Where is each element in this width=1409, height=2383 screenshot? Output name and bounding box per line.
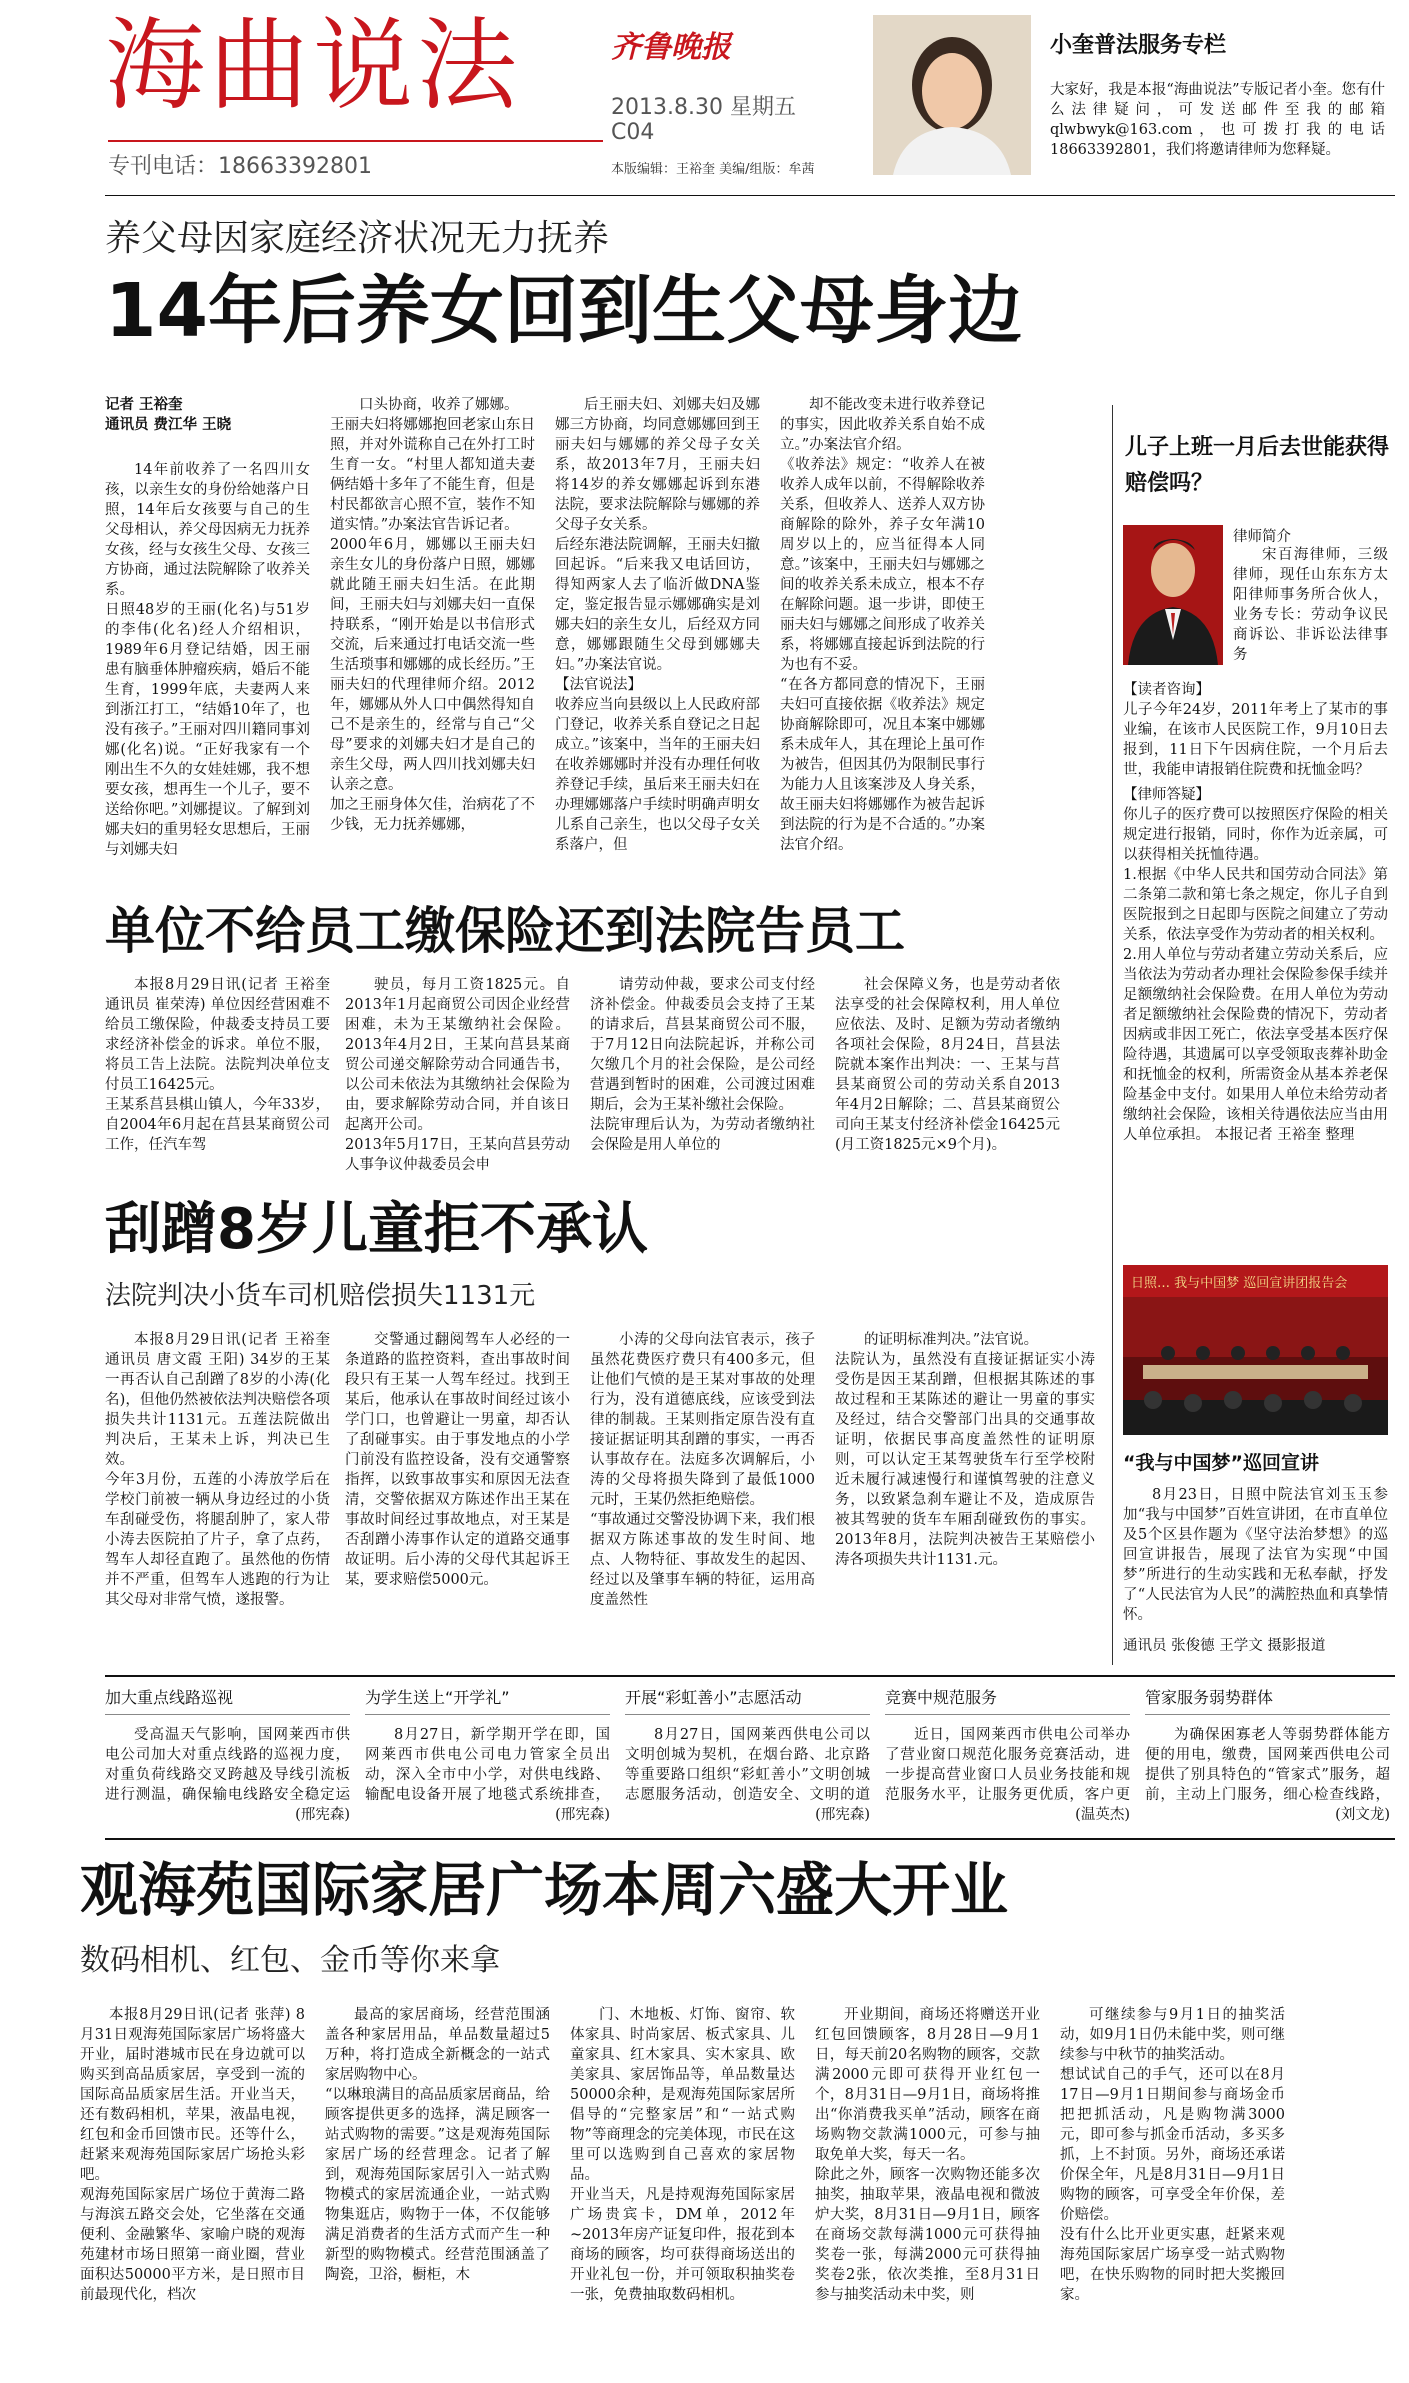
- page-title: 海曲说法: [105, 7, 521, 124]
- story3-col3: 小涛的父母向法官表示，孩子虽然花费医疗费只有400多元，但让他们气愤的是王某对事故的处理行为，没有道德底线，应该受到法律的制裁。王某则指定原告没有直接证据证明其刮蹭的事实，一再否认事故存在。法庭多次调解后，小涛的父母将损失降到了最低1000元时，王某仍然拒绝赔偿。 “事故通过交警没协调下来，我们根据双方陈述事故的发生时间、地点、人物特征、事故发生的起因、经过以及肇事车辆的特征，运用高度盖然性: [590, 1332, 815, 1608]
- brief-title: 开展“彩虹善小”志愿活动: [625, 1685, 870, 1715]
- photo-title: “我与中国梦”巡回宣讲: [1123, 1452, 1319, 1474]
- story4-col4: 开业期间，商场还将赠送开业红包回馈顾客，8月28日—9月1日，每天前20名购物的顾客，交款满2000元即可获得开业红包一个，8月31日—9月1日，商场将推出“你消费我买单”活动，顾客在商场购物交款满1000元，可参与抽取免单大奖，每天一名。 除此之外，顾客一次购物还能多次抽奖，抽取苹果，液晶电视和微波炉大奖，8月31日—9月1日，顾客在商场交款每满1000元可获得抽奖卷一张，每满2000元可获得抽奖卷2张，依次类推，至8月31日参与抽奖活动未中奖，则: [815, 2007, 1040, 2303]
- lawyer-title: 律师简介: [1233, 529, 1291, 545]
- lawyer-photo: [1123, 525, 1223, 665]
- story4-col2: 最高的家居商场，经营范围涵盖各种家居用品，单品数量超过5万种，将打造成全新概念的一站式家居购物中心。 “以琳琅满目的高品质家居商品，给顾客提供更多的选择，满足顾客一站式购物的需要。”这是观海苑国际家居广场的经营理念。记者了解到，观海苑国际家居引入一站式购物模式的家居流通企业，一站式购物集逛店，购物于一体，不仅能够满足消费者的生活方式而产生一种新型的购物模式。经营范围涵盖了陶瓷，卫浴，橱柜，木: [325, 2007, 550, 2283]
- briefs-bottom-rule: [105, 1838, 1395, 1840]
- story2-col4: 社会保障义务，也是劳动者依法享受的社会保障权利，用人单位应依法、及时、足额为劳动者缴纳各项社会保险，8月24日，莒县法院就本案作出判决：一、王某与莒县某商贸公司的劳动关系自2013年4月2日解除；二、莒县某商贸公司向王某支付经济补偿金16425元(月工资1825元×9个月)。: [835, 977, 1060, 1153]
- brief-title: 为学生送上“开学礼”: [365, 1685, 610, 1715]
- page-code: C04: [611, 120, 655, 145]
- lawyer-answer: 【律师答疑】 你儿子的医疗费可以按照医疗保险的相关规定进行报销，同时，你作为近亲属，可以获得相关抚恤待遇。 1.根据《中华人民共和国劳动合同法》第二条第二款和第七条之规定，你儿子自到医院报到之日起即与医院之间建立了劳动关系，依法享受作为劳动者的相关权利。 2.用人单位与劳动者建立劳动关系后，应当依法为劳动者办理社会保险参保手续并足额缴纳社会保险费。在用人单位为劳动者足额缴纳社会保险费的情况下，劳动者因病或非因工死亡，依法享受基本医疗保险待遇，其遗属可以享受领取丧葬补助金和抚恤金的权利，所需资金从基本养老保险基金中支付。如果用人单位未给劳动者缴纳社会保险，该相关待遇依法应当由用人单位承担。 本报记者 王裕奎 整理: [1123, 787, 1388, 1143]
- brief-text: 8月27日，国网莱西供电公司以文明创城为契机，在烟台路、北京路等重要路口组织“彩虹善小”文明创城志愿服务活动，创造安全、文明的道: [625, 1727, 870, 1803]
- photo-text: 8月23日，日照中院法官刘玉玉参加“我与中国梦”百姓宣讲团，在市直单位及5个区县作题为《坚守法治梦想》的巡回宣讲报告，展现了法官为实现“中国梦”所进行的生动实践和无私奉献，抒发了“人民法官为人民”的满腔热血和真挚情怀。: [1123, 1487, 1388, 1623]
- photo-banner: 日照… 我与中国梦 巡回宣讲团报告会: [1131, 1276, 1348, 1291]
- column-title: 小奎普法服务专栏: [1050, 33, 1227, 58]
- hotline-rule: [108, 140, 603, 142]
- story1-headline: 14年后养女回到生父母身边: [105, 268, 1022, 354]
- story2-col1: 本报8月29日讯(记者 王裕奎 通讯员 崔荣涛) 单位因经营困难不给员工缴保险，仲裁委支持员工要求经济补偿金的诉求。单位不服，将员工告上法院。法院判决单位支付员工16425元。 王某系莒县棋山镇人，今年33岁，自2004年6月起在莒县某商贸公司工作，任汽车驾: [105, 977, 330, 1153]
- column-intro: 大家好，我是本报“海曲说法”专版记者小奎。您有什么法律疑问，可发送邮件至我的邮箱qlwbwyk@163.com，也可拨打我的电话18663392801，我们将邀请律师为您释疑。: [1050, 82, 1385, 158]
- hotline: 专刊电话：18663392801: [108, 154, 372, 179]
- brief-credit: (温英杰): [1075, 1807, 1130, 1823]
- story4-col3: 门、木地板、灯饰、窗帘、软体家具、时尚家居、板式家具、儿童家具、红木家具、实木家具、欧美家具、家居饰品等，单品数量达50000余种，是观海苑国际家居所倡导的“完整家居”和“一站式购物”等商理念的完美体现，市民在这里可以选购到自己喜欢的家居物品。 开业当天，凡是持观海苑国际家居广场贵宾卡，DM单，2012年~2013年房产证复印件，报花到本商场的顾客，均可获得商场送出的开业礼包一份，并可领取积抽奖卷一张，免费抽取数码相机。: [570, 2007, 795, 2303]
- story4-headline: 观海苑国际家居广场本周六盛大开业: [80, 1856, 1009, 1924]
- paper-logo: 齐鲁晚报: [611, 30, 731, 65]
- brief-item: [105, 1685, 350, 1825]
- photo-credit: 通讯员 张俊德 王学文 摄影报道: [1123, 1638, 1326, 1654]
- brief-credit: (邢宪森): [815, 1807, 870, 1823]
- story2-col3: 请劳动仲裁，要求公司支付经济补偿金。仲裁委员会支持了王某的请求后，莒县某商贸公司不服，于7月12日向法院起诉，并称公司欠缴几个月的社会保险，是公司经营遇到暂时的困难，公司渡过困难期后，会为王某补缴社会保险。 法院审理后认为，为劳动者缴纳社会保险是用人单位的: [590, 977, 815, 1153]
- brief-text: 受高温天气影响，国网莱西市供电公司加大对重点线路的巡视力度，对重负荷线路交叉跨越及导线引流板进行测温，确保输电线路安全稳定运: [105, 1727, 350, 1803]
- story1-kicker: 养父母因家庭经济状况无力抚养: [105, 218, 610, 259]
- brief-item: [365, 1685, 610, 1825]
- brief-credit: (邢宪森): [295, 1807, 350, 1823]
- story1-col3: 后王丽夫妇、刘娜夫妇及娜娜三方协商，均同意娜娜回到王丽夫妇与娜娜的养父母子女关系，故2013年7月，王丽夫妇将14岁的养女娜娜起诉到东港法院，要求法院解除与娜娜的养父母子女关系。 后经东港法院调解，王丽夫妇撤回起诉。“后来我又电话回访，得知两家人去了临沂做DNA鉴定，鉴定报告显示娜娜确实是刘娜夫妇的亲生女儿，后经双方同意，娜娜跟随生父母到娜娜夫妇。”办案法官说。 【法官说法】 收养应当向县级以上人民政府部门登记，收养关系自登记之日起成立。”该案中，当年的王丽夫妇在收养娜娜时并没有办理任何收养登记手续，虽后来王丽夫妇在办理娜娜落户手续时明确声明女儿系自己亲生，也以父母子女关系落户，但: [555, 397, 760, 853]
- reader-consult: 【读者咨询】 儿子今年24岁，2011年考上了某市的事业编，在该市人民医院工作，9月10日去报到，11日下午因病住院，一个月后去世，我能申请报销住院费和抚恤金吗？: [1123, 682, 1388, 778]
- story4-col1: 本报8月29日讯(记者 张萍) 8月31日观海苑国际家居广场将盛大开业，届时港城市民在身边就可以购买到高品质家居，享受到一流的国际高品质家居生活。开业当天，还有数码相机，苹果，液晶电视，红包和金币回馈市民。还等什么，赶紧来观海苑国际家居广场抢头彩吧。 观海苑国际家居广场位于黄海二路与海滨五路交会处，它坐落在交通便利、金融繁华、家喻户晓的观海苑建材市场日照第一商业圈，营业面积达50000平方米，是日照市目前最现代化，档次: [80, 2007, 305, 2303]
- propaganda-photo: [1123, 1265, 1388, 1435]
- story2-col2: 驶员，每月工资1825元。自2013年1月起商贸公司因企业经营困难，未为王某缴纳社会保险。2013年4月2日，王某向莒县某商贸公司递交解除劳动合同通告书，以公司未依法为其缴纳社会保险为由，要求解除劳动合同，并自该日起离开公司。 2013年5月17日，王某向莒县劳动人事争议仲裁委员会申: [345, 977, 570, 1173]
- brief-item: [885, 1685, 1130, 1825]
- brief-credit: (邢宪森): [555, 1807, 610, 1823]
- masthead-rule: [105, 195, 1395, 196]
- editors-line: 本版编辑：王裕奎 美编/组版：牟茜: [611, 162, 815, 177]
- story3-subhead: 法院判决小货车司机赔偿损失1131元: [105, 1281, 536, 1311]
- reporter-portrait: [873, 15, 1031, 175]
- brief-item: [625, 1685, 870, 1825]
- brief-text: 近日，国网莱西市供电公司举办了营业窗口规范化服务竞赛活动，进一步提高营业窗口人员业务技能和规范服务水平，让服务更优质，客户更: [885, 1727, 1130, 1803]
- story2-headline: 单位不给员工缴保险还到法院告员工: [105, 902, 905, 960]
- masthead: [0, 0, 1409, 205]
- story1-byline: 记者 王裕奎 通讯员 费江华 王晓: [105, 396, 232, 433]
- brief-text: 8月27日，新学期开学在即，国网莱西市供电公司电力管家全员出动，深入全市中小学，对供电线路、输配电设备开展了地毯式系统排查，: [365, 1727, 610, 1803]
- story3-col2: 交警通过翻阅驾车人必经的一条道路的监控资料，查出事故时间段只有王某一人驾车经过。找到王某后，他承认在事故时间经过该小学门口，也曾避让一男童，却否认了刮碰事实。由于事发地点的小学门前没有监控设备，没有交通警察指挥，以致事故事实和原因无法查清，交警依据双方陈述作出王某在事故时间经过事故地点，对王某是否刮蹭小涛事作认定的道路交通事故证明。后小涛的父母代其起诉王某，要求赔偿5000元。: [345, 1332, 570, 1588]
- brief-text: 为确保困寡老人等弱势群体能方便的用电，缴费，国网莱西供电公司提供了别具特色的“管家式”服务，超前，主动上门服务，细心检查线路，: [1145, 1727, 1390, 1803]
- story3-col4: 的证明标准判决。”法官说。 法院认为，虽然没有直接证据证实小涛受伤是因王某刮蹭，但根据其陈述的事故过程和王某陈述的避让一男童的事实及经过，结合交警部门出具的交通事故证明，依据民事高度盖然性的证明原则，可以认定王某驾驶货车行至学校附近未履行减速慢行和谨慎驾驶的注意义务，以致紧急刹车避让不及，造成原告被其驾驶的货车车厢刮碰致伤的事实。2013年8月，法院判决被告王某赔偿小涛各项损失共计1131.元。: [835, 1332, 1095, 1568]
- sidebar-divider: [1112, 405, 1113, 1665]
- sidebar-question: 儿子上班一月后去世能获得赔偿吗？: [1125, 435, 1390, 496]
- brief-title: 竞赛中规范服务: [885, 1685, 1130, 1715]
- brief-title: 加大重点线路巡视: [105, 1685, 350, 1715]
- story1-col1: 14年前收养了一名四川女孩，以亲生女的身份给她落户日照，14年后女孩要与自己的生父母相认，养父母因病无力抚养女孩，经与女孩生父母、女孩三方协商，通过法院解除了收养关系。 日照48岁的王丽(化名)与51岁的李伟(化名)经人介绍相识，1989年6月登记结婚，因王丽患有脑垂体肿瘤疾病，婚后不能生育，1999年底，夫妻两人来到浙江打工，“结婚10年了，也没有孩子。”王丽对四川籍同事刘娜(化名)说。“正好我家有一个刚出生不久的女娃娃娜，我不想要女孩，想再生一个儿子，要不送给你吧。”刘娜提议。了解到刘娜夫妇的重男轻女思想后，王丽与刘娜夫妇: [105, 462, 310, 858]
- lawyer-text: 宋百海律师，三级律师，现任山东东方太阳律师事务所合伙人，业务专长：劳动争议民商诉讼、非诉讼法律事务: [1233, 547, 1388, 663]
- story3-col1: 本报8月29日讯(记者 王裕奎 通讯员 唐文霞 王阳) 34岁的王某一再否认自己刮蹭了8岁的小涛(化名)，但他仍然被依法判决赔偿各项损失共计1131元。五莲法院做出判决后，王某未上诉，判决已生效。 今年3月份，五莲的小涛放学后在学校门前被一辆从身边经过的小货车刮碰受伤，将腿刮肿了，家人带小涛去医院拍了片子，拿了点药，驾车人却径直跑了。虽然他的伤情并不严重，但驾车人逃跑的行为让其父母对非常气愤，遂报警。: [105, 1332, 330, 1608]
- brief-credit: (刘文龙): [1335, 1807, 1390, 1823]
- brief-item: [1145, 1685, 1390, 1825]
- story3-headline: 刮蹭8岁儿童拒不承认: [105, 1197, 648, 1262]
- date-line: 2013.8.30 星期五: [611, 95, 796, 120]
- story4-col5: 可继续参与9月1日的抽奖活动，如9月1日仍未能中奖，则可继续参与中秋节的抽奖活动。 想试试自己的手气，还可以在8月17日—9月1日期间参与商场金币把把抓活动，凡是购物满3000元，即可参与抓金币活动，多买多抓，上不封顶。另外，商场还承诺价保全年，凡是8月31日—9月1日购物的顾客，可享受全年价保，差价赔偿。 没有什么比开业更实惠，赶紧来观海苑国际家居广场享受一站式购物吧，在快乐购物的同时把大奖搬回家。: [1060, 2007, 1285, 2303]
- story4-subhead: 数码相机、红包、金币等你来拿: [80, 1943, 500, 1978]
- briefs-top-rule: [105, 1675, 1395, 1677]
- story1-col2: 口头协商，收养了娜娜。 王丽夫妇将娜娜抱回老家山东日照，并对外谎称自己在外打工时生育一女。“村里人都知道夫妻俩结婚十多年了不能生育，但是村民都欲言心照不宣，装作不知道实情。”办案法官告诉记者。 2000年6月，娜娜以王丽夫妇亲生女儿的身份落户日照，娜娜就此随王丽夫妇生活。在此期间，王丽夫妇与刘娜夫妇一直保持联系，“刚开始是以书信形式交流，后来通过打电话交流一些生活琐事和娜娜的成长经历。”王丽夫妇的代理律师介绍。2012年，娜娜从外人口中偶然得知自己不是亲生的，经常与自己“父母”要求的刘娜夫妇才是自己的亲生父母，两人四川找刘娜夫妇认亲之意。 加之王丽身体欠佳，治病花了不少钱，无力抚养娜娜，: [330, 397, 535, 833]
- brief-title: 管家服务弱势群体: [1145, 1685, 1390, 1715]
- story1-col4: 却不能改变未进行收养登记的事实，因此收养关系自始不成立。”办案法官介绍。 《收养法》规定：“收养人在被收养人成年以前，不得解除收养关系，但收养人、送养人双方协商解除的除外，养子女年满10周岁以上的，应当征得本人同意。”该案中，王丽夫妇与娜娜之间的收养关系未成立，根本不存在解除问题。退一步讲，即使王丽夫妇与娜娜之间形成了收养关系，将娜娜直接起诉到法院的行为也有不妥。 “在各方都同意的情况下，王丽夫妇可直接依据《收养法》规定协商解除即可，况且本案中娜娜系未成年人，其在理论上虽可作为被告，但因其仍为限制民事行为能力人且该案涉及人身关系，故王丽夫妇将娜娜作为被告起诉到法院的行为是不合适的。”办案法官介绍。: [780, 397, 985, 853]
